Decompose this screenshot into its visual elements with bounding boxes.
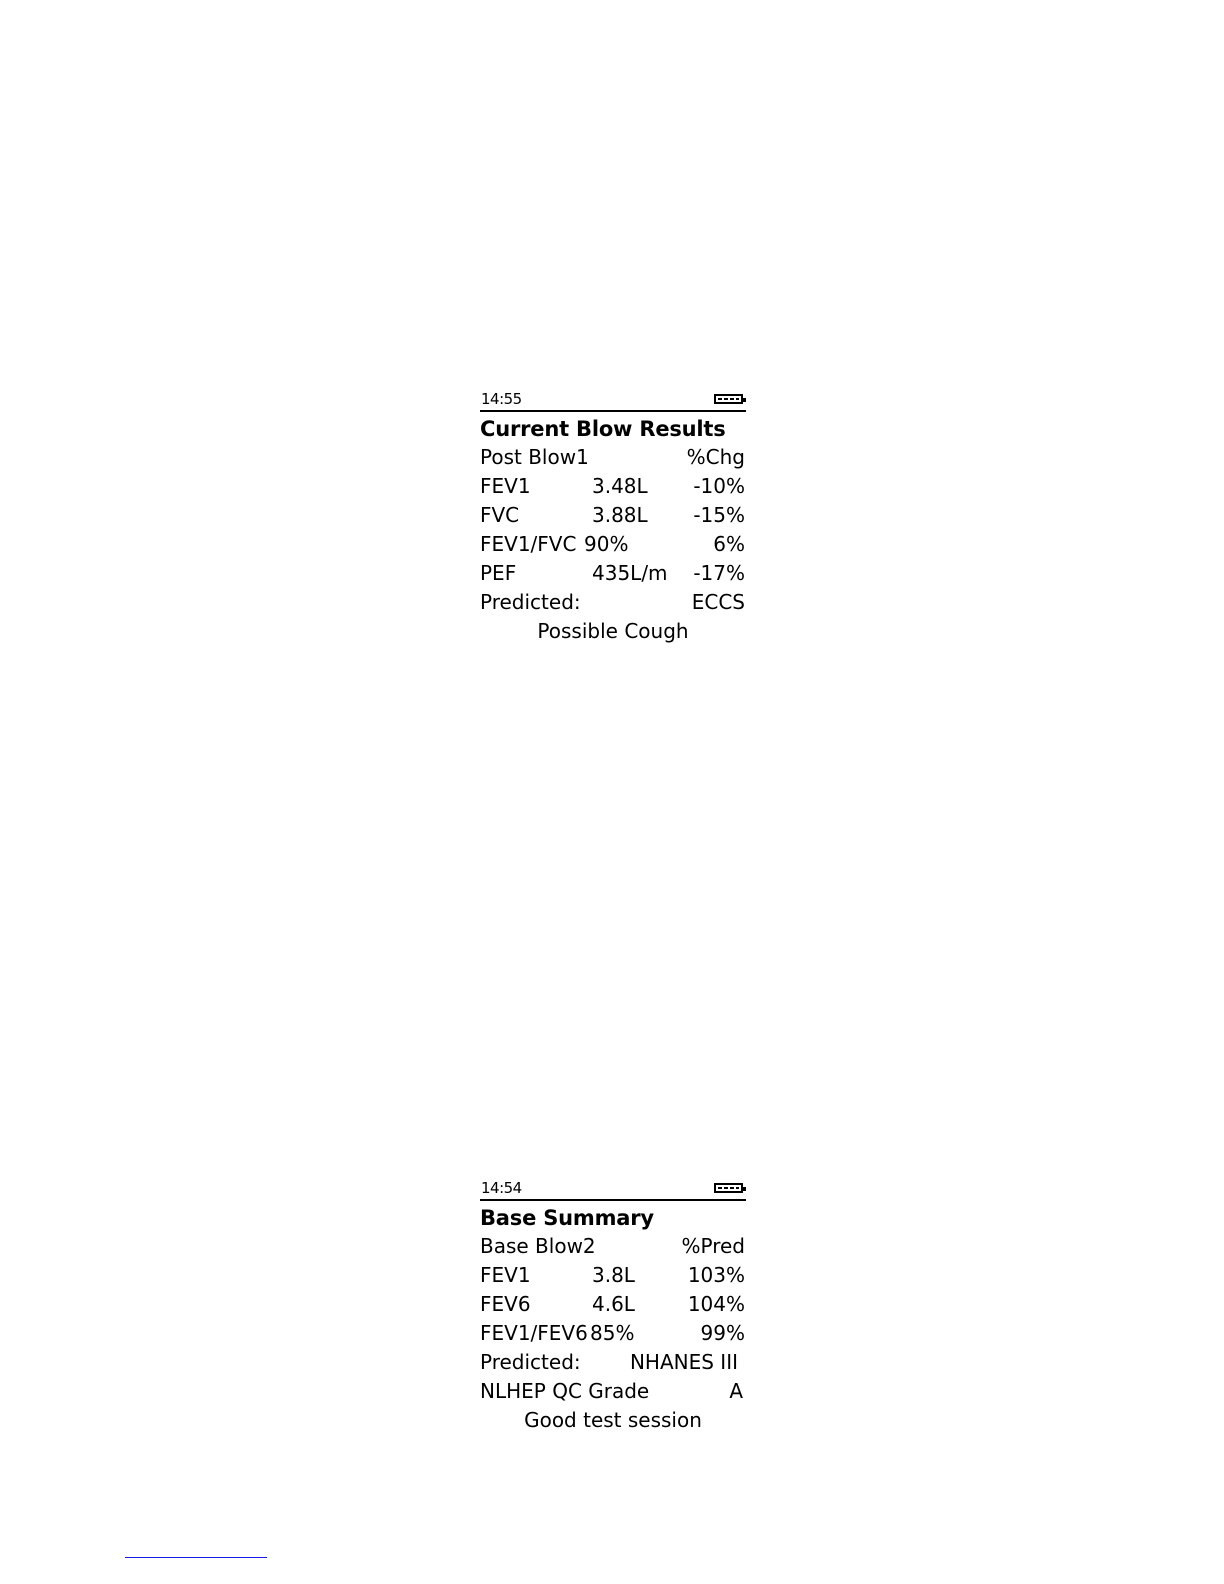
metric-label: FEV1 <box>480 474 531 498</box>
battery-full-icon <box>714 394 743 404</box>
message-row <box>480 1406 746 1435</box>
change-column-header: %Chg <box>686 445 745 469</box>
blow-label: Base Blow2 <box>480 1234 596 1258</box>
metric-change: -10% <box>693 474 745 498</box>
table-row <box>480 1261 746 1290</box>
status-bar <box>480 1179 746 1201</box>
metric-value: 90% <box>584 532 629 556</box>
status-bar <box>480 390 746 412</box>
predicted-label: Predicted: <box>480 590 581 614</box>
metric-pred: 99% <box>700 1321 745 1345</box>
base-summary-screen <box>480 1179 746 1435</box>
footnote-divider <box>125 1557 267 1558</box>
metric-value: 85% <box>590 1321 635 1345</box>
predicted-value: NHANES III <box>629 1350 738 1374</box>
screen-title: Current Blow Results <box>480 417 726 441</box>
qc-grade-row <box>480 1377 746 1406</box>
predicted-row <box>480 1348 746 1377</box>
battery-full-icon <box>714 1183 743 1193</box>
metric-label: FEV1 <box>480 1263 531 1287</box>
metric-change: 6% <box>713 532 745 556</box>
metric-change: -15% <box>693 503 745 527</box>
table-row <box>480 1290 746 1319</box>
blow-label: Post Blow1 <box>480 445 589 469</box>
table-header <box>480 1232 746 1261</box>
predicted-value: ECCS <box>691 590 745 614</box>
metric-value: 4.6L <box>592 1292 635 1316</box>
qc-grade-label: NLHEP QC Grade <box>480 1379 650 1403</box>
metric-label: FEV1/FEV6 <box>480 1321 588 1345</box>
clock: 14:55 <box>481 390 522 408</box>
table-header <box>480 443 746 472</box>
table-row <box>480 472 746 501</box>
clock: 14:54 <box>481 1179 522 1197</box>
metric-value: 3.48L <box>592 474 648 498</box>
metric-pred: 103% <box>687 1263 745 1287</box>
screen-title: Base Summary <box>480 1206 654 1230</box>
metric-change: -17% <box>693 561 745 585</box>
predicted-row <box>480 588 746 617</box>
metric-label: PEF <box>480 561 517 585</box>
metric-value: 3.8L <box>592 1263 635 1287</box>
current-blow-results-screen <box>480 390 746 646</box>
table-row <box>480 501 746 530</box>
metric-pred: 104% <box>687 1292 745 1316</box>
message-row <box>480 617 746 646</box>
metric-label: FEV1/FVC <box>480 532 577 556</box>
table-row <box>480 559 746 588</box>
metric-label: FVC <box>480 503 520 527</box>
table-row <box>480 1319 746 1348</box>
status-message: Possible Cough <box>537 619 689 643</box>
status-message: Good test session <box>524 1408 702 1432</box>
pred-column-header: %Pred <box>681 1234 745 1258</box>
table-row <box>480 530 746 559</box>
metric-value: 3.88L <box>592 503 648 527</box>
qc-grade-value: A <box>729 1379 743 1403</box>
metric-value: 435L/m <box>592 561 668 585</box>
predicted-label: Predicted: <box>480 1350 581 1374</box>
metric-label: FEV6 <box>480 1292 531 1316</box>
